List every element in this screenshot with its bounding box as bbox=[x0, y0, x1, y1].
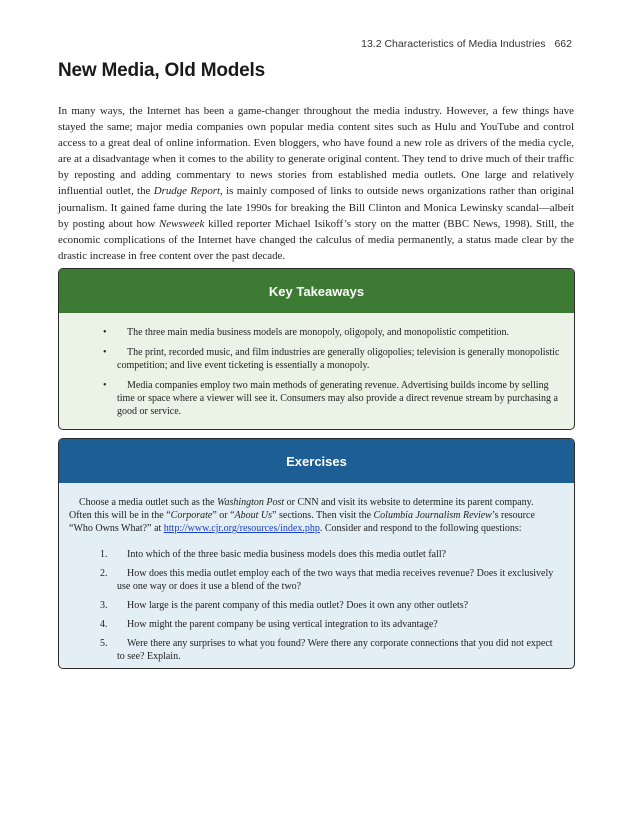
intro-text: or CNN and visit its website to determine its parent company. Often this will be in the “ bbox=[69, 497, 534, 521]
question-item bbox=[100, 637, 558, 663]
body-text: , is mainly composed of links to outside news organizations rather than original journalism. It gained fame during the late 1990s for breaking the Bill Clinton and Monica Lewinsky scandal—albeit by posting about how bbox=[58, 185, 575, 230]
intro-text: Choose a media outlet such as the bbox=[79, 497, 218, 508]
question-number: 3. bbox=[100, 600, 108, 611]
takeaway-item bbox=[117, 326, 560, 339]
takeaway-item bbox=[117, 379, 560, 418]
body-text: In many ways, the Internet has been a game-changer throughout the media industry. However, a few things have stayed the same; major media companies own popular media content sites such as Hulu and YouTube and control access to a great deal of online information. Even bloggers, who have found a new role as drivers of the media cycle, are at a disadvantage when it comes to the ability to generate original content. They tend to drive much of their traffic by reposting and adding commentary to news stories from established media outlets. One large and relatively influential outlet, the bbox=[58, 105, 574, 198]
question-text: How does this media outlet employ each of the two ways that media receives revenue? Does it exclusively use one way or does it use a blend of the two? bbox=[117, 568, 554, 592]
question-number: 4. bbox=[100, 619, 108, 630]
takeaway-text: The three main media business models are monopoly, oligopoly, and monopolistic competition. bbox=[127, 327, 509, 338]
intro-emphasis: Columbia Journalism Review bbox=[373, 510, 492, 521]
page-number: 662 bbox=[554, 38, 572, 50]
question-item bbox=[100, 567, 558, 593]
takeaway-item bbox=[117, 346, 560, 372]
exercises-intro bbox=[69, 496, 558, 535]
intro-emphasis: About Us bbox=[234, 510, 273, 521]
intro-text: ’s resource “Who Owns What?” at bbox=[69, 510, 535, 534]
question-text: How large is the parent company of this media outlet? Does it own any other outlets? bbox=[127, 600, 469, 611]
question-text: Were there any surprises to what you found? Were there any corporate connections that you did not expect to see? Explain. bbox=[117, 638, 553, 662]
key-takeaways-header: Key Takeaways bbox=[59, 269, 574, 313]
question-text: How might the parent company be using vertical integration to its advantage? bbox=[127, 619, 438, 630]
question-number: 5. bbox=[100, 638, 108, 649]
intro-emphasis: Corporate bbox=[170, 510, 213, 521]
body-text: killed reporter Michael Isikoff’s story on the matter (BBC News, 1998). Still, the economic complications of the Internet have changed the calculus of media permanently, a status made clear by the drastic increase in free content over the past decade. bbox=[58, 217, 574, 262]
exercises-header: Exercises bbox=[59, 439, 574, 483]
takeaway-text: The print, recorded music, and film industries are generally oligopolies; television is generally monopolistic competition; and live event ticketing is essentially a monopoly. bbox=[117, 347, 560, 371]
page-title: New Media, Old Models bbox=[58, 60, 265, 81]
intro-emphasis: Washington Post bbox=[217, 497, 285, 508]
section-title: 13.2 Characteristics of Media Industries bbox=[361, 38, 546, 50]
key-takeaways-box bbox=[58, 268, 575, 430]
question-text: Into which of the three basic media business models does this media outlet fall? bbox=[127, 549, 447, 560]
question-number: 1. bbox=[100, 549, 108, 560]
question-number: 2. bbox=[100, 568, 108, 579]
cjr-link[interactable]: http://www.cjr.org/resources/index.php bbox=[163, 523, 320, 534]
intro-text: ” or “ bbox=[212, 510, 235, 521]
questions-list bbox=[59, 548, 574, 663]
question-item bbox=[100, 618, 558, 631]
body-paragraph bbox=[58, 103, 574, 264]
takeaway-text: Media companies employ two main methods of generating revenue. Advertising builds income by selling time or space where a viewer will see it. Consumers may also provide a direct revenue stream by purchasing a good or service. bbox=[117, 380, 558, 417]
intro-text: . Consider and respond to the following questions: bbox=[319, 523, 522, 534]
exercises-box bbox=[58, 438, 575, 669]
body-emphasis: Newsweek bbox=[158, 217, 205, 230]
body-emphasis: Drudge Report bbox=[153, 185, 221, 198]
intro-text: ” sections. Then visit the bbox=[272, 510, 374, 521]
question-item bbox=[100, 548, 558, 561]
running-header bbox=[361, 38, 572, 50]
takeaways-list bbox=[59, 326, 574, 418]
question-item bbox=[100, 599, 558, 612]
